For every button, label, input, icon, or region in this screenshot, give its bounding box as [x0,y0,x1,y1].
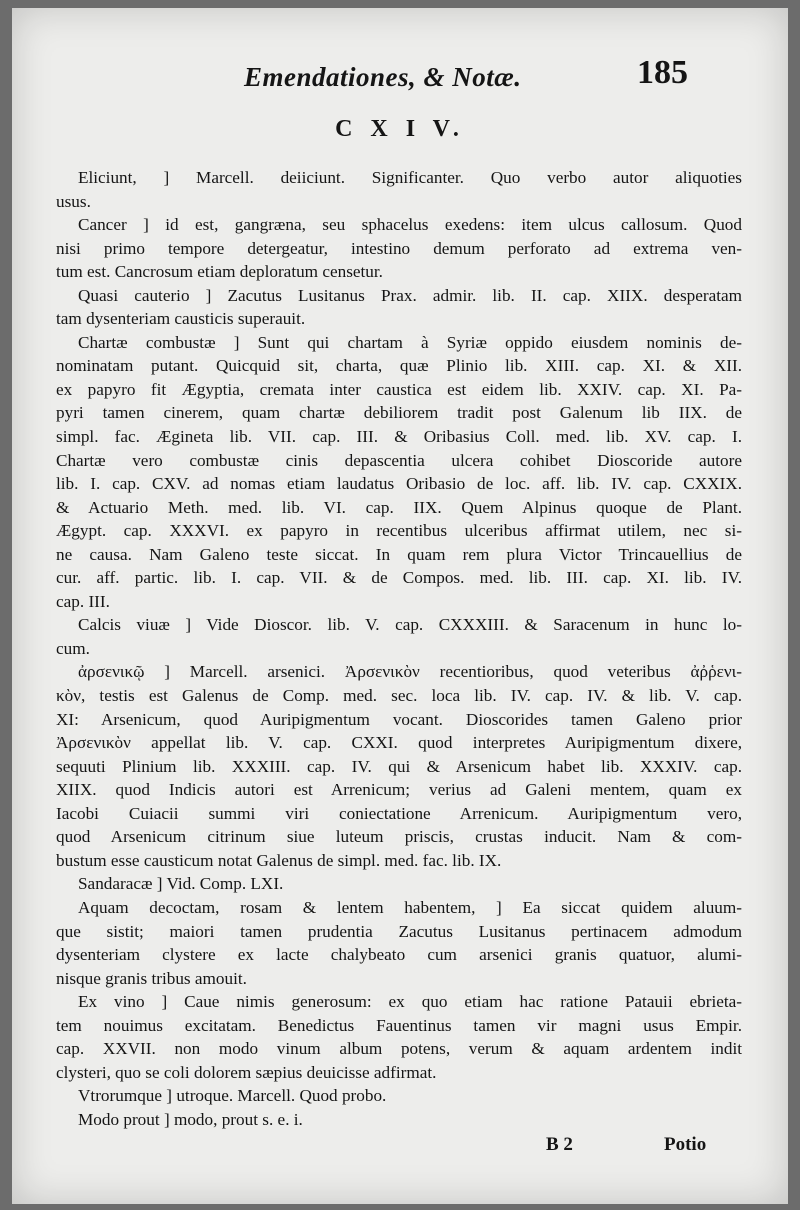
paragraph [56,613,742,660]
text-line: cap. XXVII. non modo vinum album potens, verum & aquam ardentem indit [56,1039,742,1059]
text-line: cap. III. [56,591,110,611]
text-line: Iacobi Cuiacii summi viri coniectatione Arrenicum. Auripigmentum vero, [56,803,742,823]
text-line: usus. [56,191,91,211]
text-line: clysteri, quo se coli dolorem sæpius deuicisse adfirmat. [56,1062,437,1082]
section-heading: C X I V. [335,116,465,142]
text-line: tem nouimus excitatam. Benedictus Fauentinus tamen vir magni usus Empir. [56,1015,742,1035]
text-line: lib. I. cap. CXV. ad nomas etiam laudatus Oribasio de loc. aff. lib. IV. cap. CXXIX. [56,474,742,494]
text-line: simpl. fac. Ægineta lib. VII. cap. III. & Oribasius Coll. med. lib. XV. cap. I. [56,427,742,447]
text-line: κὸν, testis est Galenus de Comp. med. sec. loca lib. IV. cap. IV. & lib. V. cap. [56,686,742,706]
text-line: Eliciunt, ] Marcell. deiiciunt. Significanter. Quo verbo autor aliquoties [78,168,742,187]
running-header [12,54,788,108]
text-line: tum est. Cancrosum etiam deploratum censetur. [56,262,383,282]
text-line: quod Arsenicum citrinum siue luteum priscis, crustas inducit. Nam & com- [56,827,742,847]
text-line: Vtrorumque ] utroque. Marcell. Quod probo. [78,1086,387,1106]
catchword: Potio [664,1134,707,1155]
text-line: sequuti Plinium lib. XXXIII. cap. IV. qui & Arsenicum habet lib. XXXIV. cap. [56,756,742,776]
text-line: que sistit; maiori tamen prudentia Zacutus Lusitanus pertinacem admodum [56,921,742,941]
paragraph [56,660,742,872]
text-line: pyri tamen cinerem, quam chartæ debiliorem tradit post Galenum lib IIX. de [56,403,742,423]
paragraph [56,331,742,614]
page-body [56,166,742,1131]
paragraph [56,990,742,1084]
paragraph [56,166,742,213]
text-line: Sandaracæ ] Vid. Comp. LXI. [78,874,284,894]
text-line: Ex vino ] Caue nimis generosum: ex quo etiam hac ratione Patauii ebrieta- [78,992,742,1012]
text-line: & Actuario Meth. med. lib. VI. cap. IIX. Quem Alpinus quoque de Plant. [56,497,742,517]
text-line: Ἀρσενικὸν appellat lib. V. cap. CXXI. quod interpretes Auripigmentum dixere, [56,733,742,753]
text-line: bustum esse causticum notat Galenus de simpl. med. fac. lib. IX. [56,850,502,870]
paragraph [56,213,742,284]
text-line: tam dysenteriam causticis superauit. [56,309,306,329]
text-line: cum. [56,638,90,658]
page-footer [12,1134,788,1164]
text-line: ex papyro fit Ægyptia, cremata inter caustica est eidem lib. XXIV. cap. XI. Pa- [56,379,742,399]
book-page [12,8,788,1204]
text-line: Modo prout ] modo, prout s. e. i. [78,1109,303,1129]
text-line: ἀρσενικῷ ] Marcell. arsenici. Ἀρσενικὸν recentioribus, quod veteribus ἀῤῥενι- [78,662,742,682]
text-line: Ægypt. cap. XXXVI. ex papyro in recentibus ulceribus affirmat utilem, nec si- [56,521,742,541]
text-line: XIIX. quod Indicis autori est Arrenicum; verius ad Galeni mentem, quam ex [56,780,742,800]
text-line: nisi primo tempore detergeatur, intestino demum perforato ad extrema ven- [56,238,742,258]
paragraph [56,1084,742,1108]
paragraph [56,872,742,896]
text-line: Aquam decoctam, rosam & lentem habentem, ] Ea siccat quidem aluum- [78,897,742,917]
page-number: 185 [637,54,688,91]
text-line: Cancer ] id est, gangræna, seu sphacelus exedens: item ulcus callosum. Quod [78,215,742,235]
text-line: ne causa. Nam Galeno teste siccat. In quam rem plura Victor Trincauellius de [56,544,742,564]
text-line: Chartæ vero combustæ cinis depascentia ulcera cohibet Dioscoride autore [56,450,742,470]
text-line: Quasi cauterio ] Zacutus Lusitanus Prax. admir. lib. II. cap. XIIX. desperatam [78,285,742,305]
text-line: XI: Arsenicum, quod Auripigmentum vocant. Dioscorides tamen Galeno prior [56,709,742,729]
paragraph [56,896,742,990]
text-line: dysenteriam clystere ex lacte chalybeato cum arsenici granis quatuor, alumi- [56,945,742,965]
text-line: nominatam putant. Quicquid sit, charta, quæ Plinio lib. XIII. cap. XI. & XII. [56,356,742,376]
text-line: Calcis viuæ ] Vide Dioscor. lib. V. cap. CXXXIII. & Saracenum in hunc lo- [78,615,742,635]
paragraph [56,284,742,331]
paragraph [56,1108,742,1132]
signature-mark: B 2 [546,1134,573,1155]
text-line: Chartæ combustæ ] Sunt qui chartam à Syriæ oppido eiusdem nominis de- [78,332,742,352]
running-title: Emendationes, & Notæ. [244,62,522,92]
text-line: nisque granis tribus amouit. [56,968,247,988]
text-line: cur. aff. partic. lib. I. cap. VII. & de Compos. med. lib. III. cap. XI. lib. IV. [56,568,742,588]
